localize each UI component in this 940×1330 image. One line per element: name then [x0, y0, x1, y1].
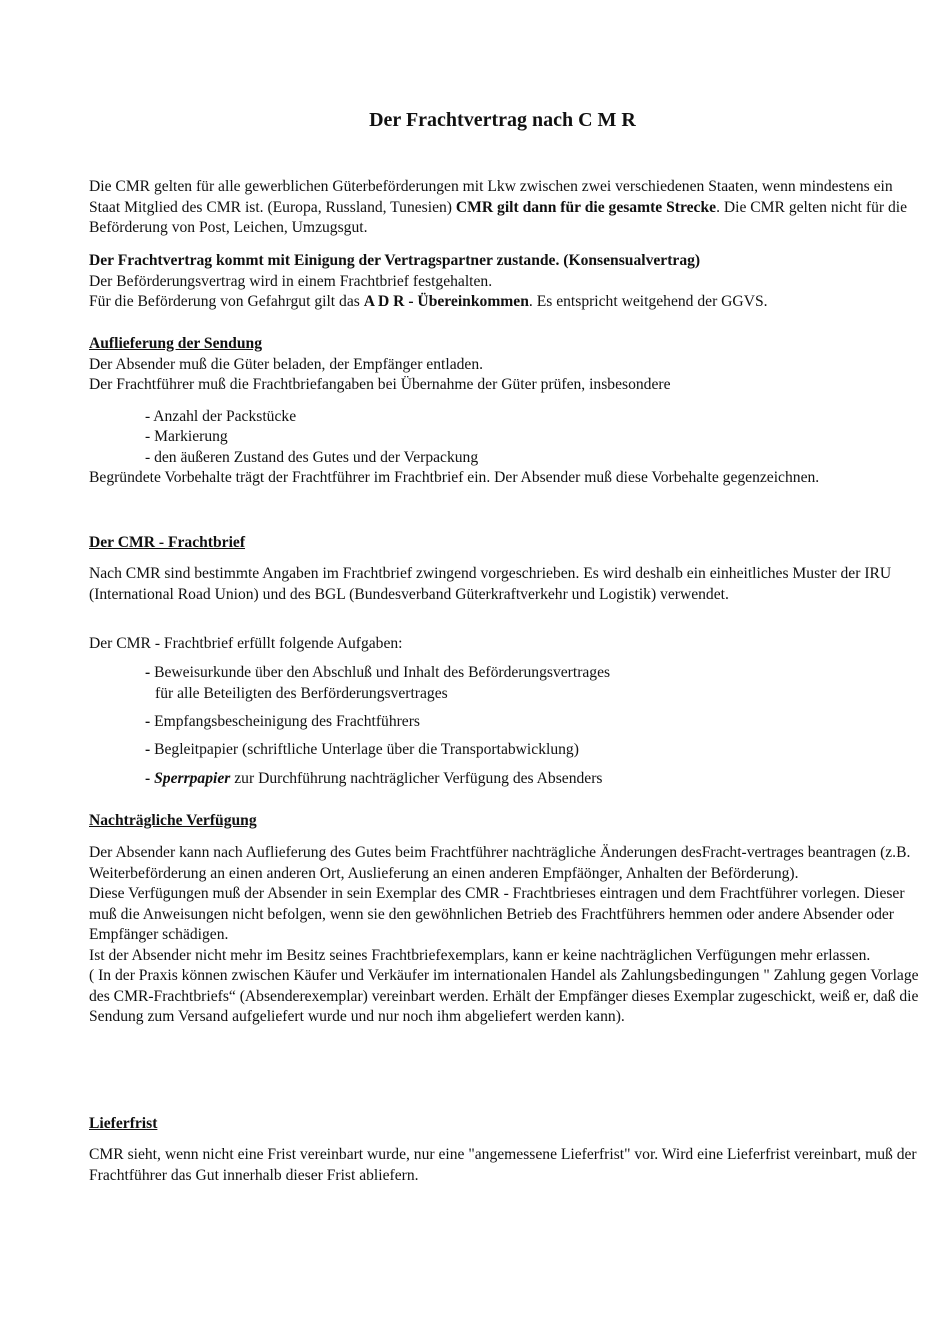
- frachtbrief-paragraph-2: [89, 634, 919, 655]
- section-auflieferung: [89, 334, 919, 489]
- frachtbrief-text-1: Nach CMR sind bestimmte Angaben im Frachtbrief zwingend vorgeschrieben. Es wird deshalb ein einheitliches Muster der IRU (International Road Union) und des BGL (Bundesverband Güterkraftverkehr und Logistik) verwendet.: [89, 565, 892, 603]
- list-item-continuation: für alle Beteiligten des Berförderungsvertrages: [155, 684, 448, 702]
- frachtbrief-item-1: [89, 663, 919, 704]
- frachtbrief-item-3: [89, 740, 919, 761]
- contract-paragraph: [89, 251, 919, 313]
- frachtbrief-text-2: Der CMR - Frachtbrief erfüllt folgende Aufgaben:: [89, 635, 403, 652]
- list-item-text: Beweisurkunde über den Abschluß und Inhalt des Beförderungsvertrages: [150, 664, 611, 681]
- list-dash: -: [145, 713, 151, 730]
- list-item-text: zur Durchführung nachträglicher Verfügung des Absenders: [230, 770, 603, 787]
- intro-paragraph: [89, 177, 919, 239]
- list-item: - Markierung: [145, 428, 228, 445]
- auflieferung-after-text: Begründete Vorbehalte trägt der Frachtführer im Frachtbrief ein. Der Absender muß diese Vorbehalte gegenzeichnen.: [89, 469, 820, 486]
- section-lieferfrist-heading-wrap: [89, 1114, 919, 1135]
- intro-text-a: Die CMR gelten für alle gewerblichen Güterbeförderungen mit Lkw zwischen zwei verschiedenen Staaten, wenn mindestens ein Staat Mitglied des CMR ist. (Europa, Russland, Tunesien): [89, 178, 893, 216]
- sperrpapier-term: Sperrpapier: [154, 770, 231, 787]
- intro-text: [89, 177, 919, 239]
- section-heading-lieferfrist: Lieferfrist: [89, 1115, 158, 1132]
- section-heading-verfuegung: Nachträgliche Verfügung: [89, 812, 257, 829]
- list-item-text: Begleitpapier (schriftliche Unterlage über die Transportabwicklung): [150, 741, 579, 758]
- section-lieferfrist-body: [89, 1145, 919, 1186]
- list-item-text: Empfangsbescheinigung des Frachtführers: [150, 713, 420, 730]
- auflieferung-line-1: Der Absender muß die Güter beladen, der Empfänger entladen.: [89, 355, 484, 373]
- list-dash: -: [145, 770, 151, 787]
- page-title: Der Frachtvertrag nach C M R: [369, 109, 636, 131]
- frachtbrief-item-2: [89, 712, 919, 733]
- adr-text-a: Für die Beförderung von Gefahrgut gilt das: [89, 293, 364, 310]
- list-item: - den äußeren Zustand des Gutes und der Verpackung: [145, 448, 479, 466]
- section-verfuegung-body: [89, 843, 919, 1028]
- adr-text-c: . Es entspricht weitgehend der GGVS.: [528, 293, 768, 310]
- list-item: - Anzahl der Packstücke: [145, 407, 297, 425]
- intro-text-bold: CMR gilt dann für die gesamte Strecke: [455, 198, 717, 216]
- verfuegung-text-4: ( In der Praxis können zwischen Käufer und Verkäufer im internationalen Handel als Zahlungsbedingungen " Zahlung gegen Vorlage des CMR-Frachtbriefs“ (Absenderexemplar) vereinbart werden. Erhält der Empfänger dieses Exemplar zugeschickt, weiß er, daß die Sendung zum Versand aufgeliefert wurde und nur noch ihm abgeliefert werden kann).: [89, 967, 919, 1025]
- frachtbrief-item-4: [89, 769, 919, 790]
- section-frachtbrief-heading-wrap: [89, 533, 919, 554]
- contract-line-3: [89, 292, 919, 313]
- lieferfrist-text: CMR sieht, wenn nicht eine Frist vereinbart wurde, nur eine "angemessene Lieferfrist" vor. Wird eine Lieferfrist vereinbart, muß der Frachtführer das Gut innerhalb dieser Frist abliefern.: [89, 1146, 917, 1184]
- contract-line-2: Der Beförderungsvertrag wird in einem Frachtbrief festgehalten.: [89, 272, 493, 290]
- section-verfuegung-heading-wrap: [89, 811, 919, 832]
- adr-text-bold: A D R - Übereinkommen: [363, 293, 529, 310]
- section-heading-frachtbrief: Der CMR - Frachtbrief: [89, 534, 246, 551]
- list-dash: -: [145, 741, 151, 758]
- frachtbrief-paragraph-1: [89, 564, 919, 605]
- contract-bold-line: Der Frachtvertrag kommt mit Einigung der Vertragspartner zustande. (Konsensualvertrag): [89, 252, 701, 269]
- verfuegung-text-2: Diese Verfügungen muß der Absender in sein Exemplar des CMR - Frachtbrieses eintragen und dem Frachtführer vorlegen. Dieser muß die Anweisungen nicht befolgen, wenn sie den gewöhnlichen Betrieb des Frachtführers hemmen oder andere Absender oder Empfänger schädigen.: [89, 885, 905, 943]
- auflieferung-line-2: Der Frachtführer muß die Frachtbriefangaben bei Übernahme der Güter prüfen, insbesondere: [89, 376, 671, 393]
- list-dash: -: [145, 664, 151, 681]
- section-heading-auflieferung: Auflieferung der Sendung: [89, 335, 263, 352]
- verfuegung-text-1: Der Absender kann nach Auflieferung des Gutes beim Frachtführer nachträgliche Änderungen desFracht-vertrages beantragen (z.B. Weiterbeförderung an einen anderen Ort, Auslieferung an einen anderen Empfäönger, Anhalten der Beförderung).: [89, 844, 911, 882]
- verfuegung-text-3: Ist der Absender nicht mehr im Besitz seines Frachtbriefexemplars, kann er keine nachträglichen Verfügungen mehr erlassen.: [89, 946, 871, 964]
- intro-text-c: . Die CMR gelten nicht für die Beförderung von Post, Leichen, Umzugsgut.: [89, 198, 908, 236]
